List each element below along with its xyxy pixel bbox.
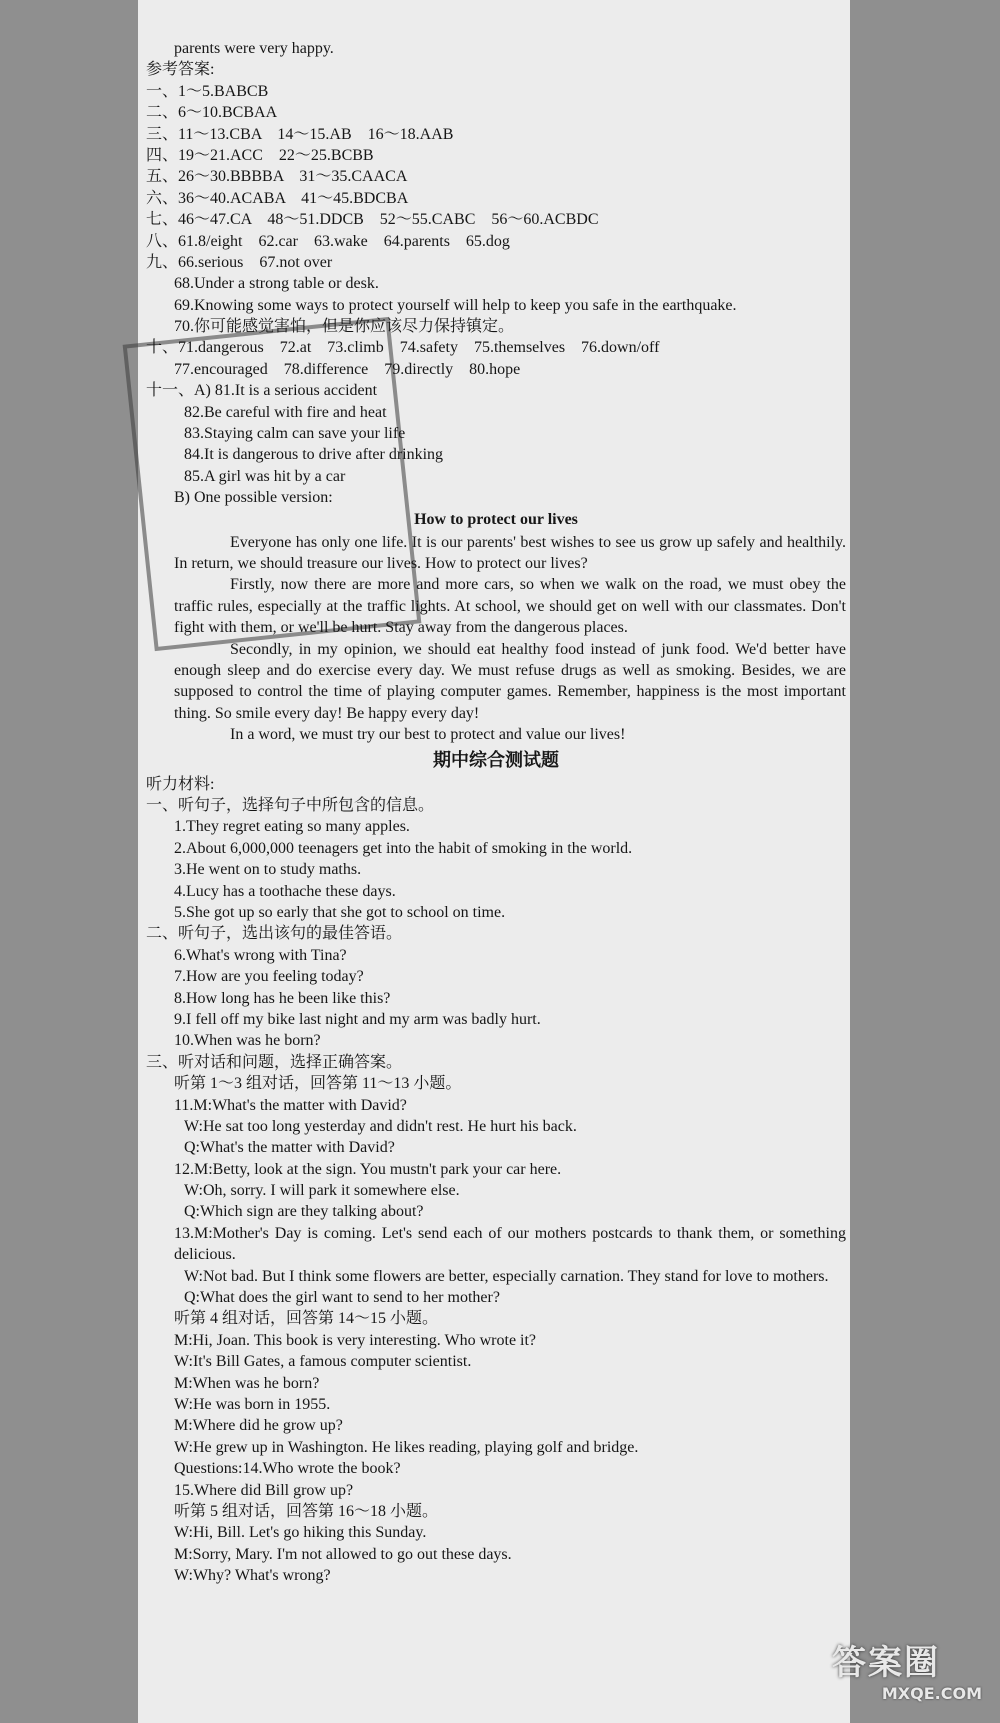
- answer-line: 十一、A) 81.It is a serious accident: [146, 382, 378, 400]
- list-item: 7.How are you feeling today?: [174, 968, 364, 986]
- answer-line: 三、11～13.CBA 14～15.AB 16～18.AAB: [146, 125, 454, 143]
- dialogue-line: M:Where did he grow up?: [174, 1417, 343, 1435]
- answer-line: 68.Under a strong table or desk.: [174, 275, 379, 293]
- answer-line: 85.A girl was hit by a car: [184, 467, 346, 485]
- dialogue-line: W:Why? What's wrong?: [174, 1567, 331, 1585]
- dialogue-line: W:He was born in 1955.: [174, 1396, 331, 1414]
- list-item: 9.I fell off my bike last night and my arm was badly hurt.: [174, 1010, 541, 1028]
- dialogue-line: W:Hi, Bill. Let's go hiking this Sunday.: [174, 1524, 427, 1542]
- answer-line: 83.Staying calm can save your life: [184, 425, 406, 443]
- dialogue-line: 12.M:Betty, look at the sign. You mustn't park your car here.: [174, 1160, 562, 1178]
- group-heading: 听第 1～3 组对话，回答第 11～13 小题。: [174, 1075, 462, 1093]
- answers-header: 参考答案:: [146, 61, 215, 79]
- answer-line: 七、46～47.CA 48～51.DDCB 52～55.CABC 56～60.ACBDC: [146, 211, 599, 229]
- essay-paragraph: Secondly, in my opinion, we should eat healthy food instead of junk food. We'd better have enough sleep and do exercise every day. We must refuse drugs as well as smoking. Besides, we are supposed to control the time of playing computer games. Remember, happiness is the most important thing. So smile every day! Be happy every day!: [174, 640, 846, 722]
- dialogue-line: 13.M:Mother's Day is coming. Let's send each of our mothers postcards to thank them, or something delicious.: [174, 1224, 846, 1264]
- section-heading: 一、听句子，选择句子中所包含的信息。: [146, 797, 435, 815]
- list-item: 3.He went on to study maths.: [174, 861, 362, 879]
- answer-line: 69.Knowing some ways to protect yourself will help to keep you safe in the earthquake.: [174, 296, 737, 314]
- watermark-url: MXQE.COM: [881, 1684, 982, 1703]
- answer-line: 四、19～21.ACC 22～25.BCBB: [146, 146, 374, 164]
- dialogue-line: W:He grew up in Washington. He likes reading, playing golf and bridge.: [174, 1438, 639, 1456]
- list-item: 4.Lucy has a toothache these days.: [174, 882, 396, 900]
- dialogue-line: M:Hi, Joan. This book is very interesting. Who wrote it?: [174, 1331, 537, 1349]
- answer-line: 五、26～30.BBBBA 31～35.CAACA: [146, 168, 408, 186]
- answer-line: 84.It is dangerous to drive after drinking: [184, 446, 444, 464]
- list-item: 10.When was he born?: [174, 1032, 321, 1050]
- list-item: 2.About 6,000,000 teenagers get into the habit of smoking in the world.: [174, 839, 633, 857]
- dialogue-line: W:It's Bill Gates, a famous computer scientist.: [174, 1353, 472, 1371]
- intro-line: parents were very happy.: [174, 40, 334, 57]
- essay-paragraph: Firstly, now there are more and more cars, so when we walk on the road, we must obey the traffic rules, especially at the traffic lights. At school, we should get on well with our classmates. Don't fight with them, or we'll be hurt. Stay away from the dangerous places.: [174, 576, 846, 637]
- essay-title: How to protect our lives: [414, 510, 578, 528]
- list-item: 5.She got up so early that she got to school on time.: [174, 904, 506, 922]
- answer-content: [146, 38, 846, 1587]
- dialogue-line: Q:What does the girl want to send to her mother?: [184, 1289, 500, 1307]
- dialogue-line: W:Oh, sorry. I will park it somewhere else.: [184, 1182, 460, 1200]
- answer-line: 八、61.8/eight 62.car 63.wake 64.parents 65.dog: [146, 232, 510, 250]
- essay-paragraph: In a word, we must try our best to protect and value our lives!: [230, 726, 626, 744]
- dialogue-line: M:Sorry, Mary. I'm not allowed to go out these days.: [174, 1545, 512, 1563]
- midterm-title: 期中综合测试题: [433, 749, 559, 771]
- listening-header: 听力材料:: [146, 775, 215, 793]
- answer-line: 一、1～5.BABCB: [146, 82, 269, 100]
- dialogue-line: W:Not bad. But I think some flowers are better, especially carnation. They stand for love to mothers.: [184, 1267, 829, 1285]
- list-item: 8.How long has he been like this?: [174, 989, 391, 1007]
- dialogue-line: 15.Where did Bill grow up?: [174, 1481, 354, 1499]
- answer-line: 九、66.serious 67.not over: [146, 253, 333, 271]
- list-item: 6.What's wrong with Tina?: [174, 946, 347, 964]
- watermark-logo-text: 答案圈: [832, 1643, 940, 1683]
- dialogue-line: 11.M:What's the matter with David?: [174, 1096, 407, 1114]
- dialogue-line: Questions:14.Who wrote the book?: [174, 1460, 401, 1478]
- dialogue-line: M:When was he born?: [174, 1374, 320, 1392]
- site-watermark: [832, 1635, 982, 1703]
- list-item: 1.They regret eating so many apples.: [174, 818, 410, 836]
- dialogue-line: Q:What's the matter with David?: [184, 1139, 395, 1157]
- answer-line: 82.Be careful with fire and heat: [184, 403, 387, 421]
- answer-line: 六、36～40.ACABA 41～45.BDCBA: [146, 189, 409, 207]
- answer-line: 70.你可能感觉害怕，但是你应该尽力保持镇定。: [174, 318, 515, 336]
- dialogue-line: W:He sat too long yesterday and didn't rest. He hurt his back.: [184, 1117, 577, 1135]
- answer-line: 十、71.dangerous 72.at 73.climb 74.safety 75.themselves 76.down/off: [146, 339, 660, 357]
- answer-line: 77.encouraged 78.difference 79.directly 80.hope: [174, 360, 521, 378]
- section-heading: 三、听对话和问题，选择正确答案。: [146, 1053, 403, 1071]
- essay-paragraph: Everyone has only one life. It is our parents' best wishes to see us grow up safely and healthily. In return, we should treasure our lives. How to protect our lives?: [174, 533, 846, 573]
- dialogue-line: Q:Which sign are they talking about?: [184, 1203, 424, 1221]
- group-heading: 听第 5 组对话，回答第 16～18 小题。: [174, 1503, 439, 1520]
- section-heading: 二、听句子，选出该句的最佳答语。: [146, 925, 403, 943]
- answer-line: B) One possible version:: [174, 489, 333, 507]
- answer-line: 二、6～10.BCBAA: [146, 104, 278, 122]
- group-heading: 听第 4 组对话，回答第 14～15 小题。: [174, 1310, 439, 1328]
